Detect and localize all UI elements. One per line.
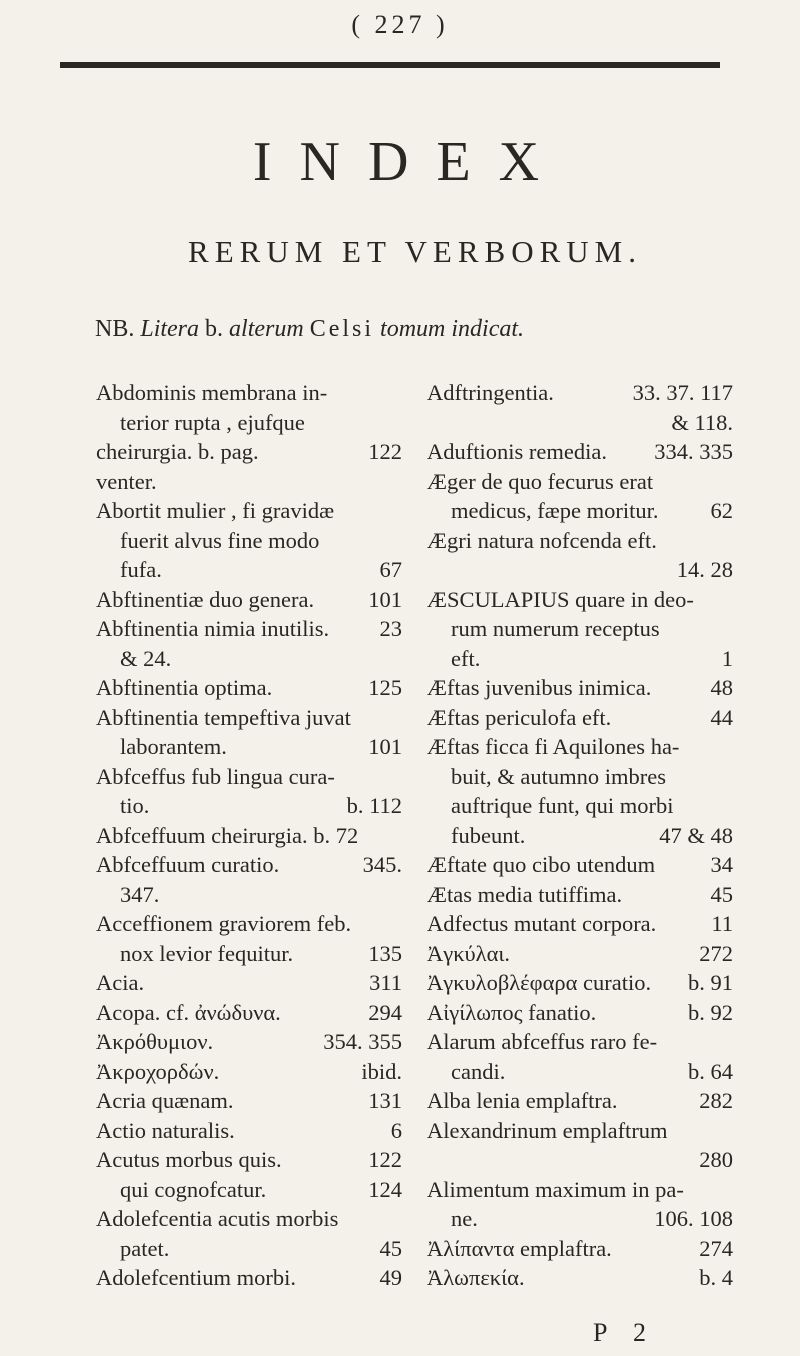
entry-page-ref: 44 <box>710 704 733 730</box>
index-entry <box>427 1116 733 1146</box>
entry-text: fufa. <box>120 557 162 582</box>
index-entry <box>427 939 733 969</box>
entry-text: Æftas ficca fi Aquilones ha- <box>427 734 680 759</box>
index-entry <box>427 880 733 910</box>
entry-page-ref: ibid. <box>361 1058 402 1084</box>
entry-text: Acopa. cf. ἀνώδυνα. <box>96 999 281 1025</box>
entry-text: Abfceffus fub lingua cura- <box>96 763 335 789</box>
entry-page-ref: 131 <box>368 1088 402 1113</box>
index-entry <box>96 644 402 674</box>
entry-page-ref: 354. 355 <box>323 1029 402 1054</box>
index-entry <box>427 673 733 703</box>
entry-text: terior rupta , ejufque <box>120 409 305 435</box>
index-entry <box>427 732 733 762</box>
entry-text: Alba lenia emplaftra. <box>427 1088 618 1113</box>
entry-page-ref: 122 <box>368 1147 402 1172</box>
entry-text: nox levior fequitur. <box>120 940 294 966</box>
entry-text: Acceffionem graviorem feb. <box>96 911 352 936</box>
entry-text: Abortit mulier , fi gravidæ <box>96 498 335 523</box>
entry-page-ref: 272 <box>699 940 733 966</box>
entry-page-ref: 101 <box>368 586 402 612</box>
entry-text: Abdominis membrana in- <box>96 380 328 405</box>
entry-text: Adfectus mutant corpora. <box>427 911 657 936</box>
entry-text: Ἀγκύλαι. <box>427 940 511 966</box>
index-entry <box>96 821 402 851</box>
page-title: INDEX <box>252 131 568 193</box>
entry-page-ref: 6 <box>390 1117 402 1143</box>
index-entry <box>427 1234 733 1264</box>
index-entry <box>427 1263 733 1293</box>
index-column-left <box>96 378 402 1293</box>
entry-text: Abftinentiæ duo genera. <box>96 586 315 612</box>
index-entry <box>96 939 402 969</box>
index-entry <box>427 703 733 733</box>
entry-text: Ægri natura nofcenda eft. <box>427 527 657 553</box>
entry-page-ref: b. 91 <box>688 970 733 995</box>
index-entry <box>427 968 733 998</box>
entry-page-ref: b. 92 <box>688 999 733 1025</box>
index-entry <box>96 703 402 733</box>
note-part3: tomum indicat. <box>380 316 525 342</box>
index-entry <box>427 1204 733 1234</box>
index-entry <box>96 1086 402 1116</box>
entry-page-ref: 14. 28 <box>676 557 733 582</box>
note-celsi: Celsi <box>309 316 375 342</box>
entry-text: Acia. <box>96 970 145 995</box>
index-entry <box>96 1263 402 1293</box>
entry-text: medicus, fæpe moritur. <box>451 498 659 523</box>
entry-text: Alarum abfceffus raro fe- <box>427 1029 658 1054</box>
entry-text: Æftas periculofa eft. <box>427 704 612 730</box>
index-entry <box>427 437 733 467</box>
entry-page-ref: 334. 335 <box>654 439 733 464</box>
entry-page-ref: 274 <box>699 1235 733 1261</box>
page-number: ( 227 ) <box>351 10 449 39</box>
entry-text: Actio naturalis. <box>96 1117 235 1143</box>
entry-text: Abftinentia nimia inutilis. <box>96 616 330 641</box>
index-entry <box>96 614 402 644</box>
entry-page-ref: 67 <box>379 557 402 582</box>
entry-text: Ἀγκυλοβλέφαρα curatio. <box>427 970 652 995</box>
entry-page-ref: 125 <box>368 675 402 700</box>
index-entry <box>427 644 733 674</box>
index-entry <box>96 850 402 880</box>
entry-page-ref: 48 <box>710 675 733 700</box>
entry-page-ref: 1 <box>721 645 733 671</box>
index-entry <box>427 378 733 408</box>
index-entry <box>96 880 402 910</box>
entry-text: Acria quænam. <box>96 1088 234 1113</box>
index-entry <box>427 1057 733 1087</box>
index-entry <box>96 585 402 615</box>
index-entry <box>427 909 733 939</box>
index-entry <box>96 437 402 467</box>
entry-text: Æger de quo fecurus erat <box>427 468 654 494</box>
entry-page-ref: b. 64 <box>688 1058 733 1084</box>
index-entry <box>427 408 733 438</box>
entry-page-ref: 106. 108 <box>654 1206 733 1231</box>
header-rule <box>60 62 720 68</box>
note-part1: Litera <box>140 316 200 342</box>
entry-text: auftrique funt, qui morbi <box>451 793 674 818</box>
entry-text: Adftringentia. <box>427 380 554 405</box>
index-entry <box>427 791 733 821</box>
index-entry <box>427 526 733 556</box>
entry-page-ref: 122 <box>368 439 402 464</box>
entry-text: Ἀλωπεκία. <box>427 1265 525 1290</box>
index-entry <box>96 555 402 585</box>
entry-page-ref: 47 & 48 <box>659 822 733 848</box>
index-column-right <box>427 378 733 1293</box>
index-entry <box>427 998 733 1028</box>
entry-text: qui cognofcatur. <box>120 1176 267 1202</box>
index-entry <box>96 1027 402 1057</box>
entry-page-ref: b. 4 <box>699 1265 733 1290</box>
entry-text: Abftinentia tempeftiva juvat <box>96 704 351 730</box>
index-entry <box>96 968 402 998</box>
entry-text: fuerit alvus fine modo <box>120 527 320 553</box>
entry-page-ref: 345. <box>362 852 402 877</box>
entry-text: Alexandrinum emplaftrum <box>427 1117 668 1143</box>
index-entry <box>96 1057 402 1087</box>
entry-text: rum numerum receptus <box>451 616 660 641</box>
index-entry <box>96 1234 402 1264</box>
entry-text: Adolefcentia acutis morbis <box>96 1206 339 1231</box>
catchword: P 2 <box>593 1318 656 1347</box>
index-entry <box>96 673 402 703</box>
index-entry <box>427 585 733 615</box>
entry-text: Ἀκρόθυμιον. <box>96 1029 214 1054</box>
index-entry <box>427 555 733 585</box>
entry-page-ref: 280 <box>699 1147 733 1172</box>
entry-page-ref: 45 <box>379 1235 402 1261</box>
index-entry <box>96 732 402 762</box>
entry-page-ref: 49 <box>379 1265 402 1290</box>
entry-text: venter. <box>96 468 157 494</box>
entry-text: Acutus morbus quis. <box>96 1147 282 1172</box>
entry-text: Æftas juvenibus inimica. <box>427 675 652 700</box>
entry-text: candi. <box>451 1058 506 1084</box>
entry-text: tio. <box>120 793 150 818</box>
index-entry <box>96 1175 402 1205</box>
entry-page-ref: 294 <box>368 999 402 1025</box>
entry-text: Ἀλίπαντα emplaftra. <box>427 1235 612 1261</box>
note-nb: NB. <box>95 316 135 342</box>
page-subtitle: RERUM ET VERBORUM. <box>188 234 642 269</box>
entry-text: patet. <box>120 1235 170 1261</box>
entry-text: cheirurgia. b. pag. <box>96 439 259 464</box>
entry-text: eft. <box>451 645 481 671</box>
entry-text: ne. <box>451 1206 478 1231</box>
entry-text: laborantem. <box>120 734 227 759</box>
entry-page-ref: 62 <box>710 498 733 523</box>
entry-text: buit, & autumno imbres <box>451 763 666 789</box>
index-entry <box>427 496 733 526</box>
entry-page-ref: 135 <box>368 940 402 966</box>
entry-text: Adolefcentium morbi. <box>96 1265 296 1290</box>
index-entry <box>96 1145 402 1175</box>
index-entry <box>427 1145 733 1175</box>
entry-text: Æftate quo cibo utendum <box>427 852 656 877</box>
entry-page-ref: 11 <box>711 911 733 936</box>
entry-text: Alimentum maximum in pa- <box>427 1176 684 1202</box>
entry-text: Abfceffuum cheirurgia. b. 72 <box>96 822 359 848</box>
index-entry <box>427 614 733 644</box>
note-b: b. <box>205 316 224 342</box>
index-entry <box>427 762 733 792</box>
entry-page-ref: 33. 37. 117 <box>632 380 733 405</box>
entry-page-ref: 124 <box>368 1176 402 1202</box>
index-entry <box>96 1116 402 1146</box>
entry-text: Aduftionis remedia. <box>427 439 607 464</box>
entry-page-ref: 23 <box>379 616 402 641</box>
index-entry <box>427 850 733 880</box>
entry-page-ref: b. 112 <box>346 793 402 818</box>
entry-text: ÆSCULAPIUS quare in deo- <box>427 586 694 612</box>
index-entry <box>96 1204 402 1234</box>
index-entry <box>427 1175 733 1205</box>
index-entry <box>96 408 402 438</box>
entry-text: Abfceffuum curatio. <box>96 852 280 877</box>
entry-page-ref: 282 <box>699 1088 733 1113</box>
entry-text: fubeunt. <box>451 822 526 848</box>
entry-text: Αἰγίλωπος fanatio. <box>427 999 597 1025</box>
index-entry <box>96 467 402 497</box>
index-entry <box>96 762 402 792</box>
entry-text: 347. <box>120 881 160 907</box>
entry-text: Ætas media tutiffima. <box>427 881 623 907</box>
entry-page-ref: & 118. <box>671 409 733 435</box>
index-entry <box>96 378 402 408</box>
entry-page-ref: 45 <box>710 881 733 907</box>
index-entry <box>96 998 402 1028</box>
index-entry <box>427 821 733 851</box>
entry-text: Ἀκροχορδών. <box>96 1058 220 1084</box>
entry-text: & 24. <box>120 645 172 671</box>
index-entry <box>96 496 402 526</box>
index-entry <box>96 909 402 939</box>
index-entry <box>427 1086 733 1116</box>
index-entry <box>427 467 733 497</box>
entry-text: Abftinentia optima. <box>96 675 273 700</box>
index-entry <box>427 1027 733 1057</box>
note-part2: alterum <box>229 316 304 342</box>
entry-page-ref: 101 <box>368 734 402 759</box>
editorial-note <box>95 316 775 343</box>
index-entry <box>96 526 402 556</box>
entry-page-ref: 34 <box>710 852 733 877</box>
entry-page-ref: 311 <box>369 970 402 995</box>
index-entry <box>96 791 402 821</box>
